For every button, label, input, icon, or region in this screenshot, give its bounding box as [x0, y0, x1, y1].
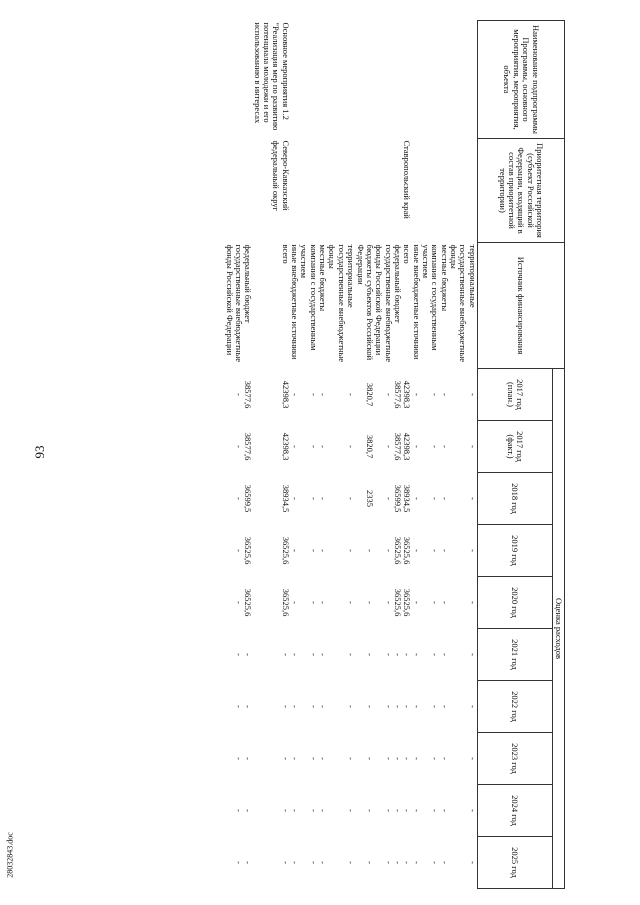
- cell-value: -: [411, 601, 422, 604]
- header-name: Наименование подпрограммы Программы, основного мероприятия, мероприятия, объекта: [477, 21, 564, 139]
- cell-value: -: [308, 861, 319, 864]
- cell-value: -: [430, 393, 441, 396]
- table-row: [393, 21, 402, 889]
- cell-value: 3820,7: [364, 434, 375, 459]
- cell-value: -: [234, 861, 245, 864]
- cell-value: -: [318, 393, 329, 396]
- cell-territory: [355, 139, 374, 243]
- cell-territory: [449, 139, 478, 243]
- cell-value: -: [234, 809, 245, 812]
- cell-value: -: [346, 601, 357, 604]
- cell-value: 36525,6: [243, 536, 254, 565]
- cell-value: -: [290, 497, 301, 500]
- cell-value: 42398,3: [280, 432, 291, 461]
- cell-value: -: [308, 757, 319, 760]
- cell-value: -: [280, 705, 291, 708]
- cell-name: [393, 21, 402, 139]
- cell-value: -: [383, 705, 394, 708]
- cell-value: -: [290, 601, 301, 604]
- cell-source: местные бюджеты: [318, 244, 329, 312]
- cell-source: федеральный бюджет: [243, 244, 254, 323]
- cell-value: -: [430, 861, 441, 864]
- table-row: [290, 21, 299, 889]
- cell-value: -: [234, 601, 245, 604]
- cell-territory: [224, 139, 243, 243]
- cell-source: компании с государственным участием: [299, 244, 319, 351]
- cell-value: -: [430, 705, 441, 708]
- cell-name: [355, 21, 374, 139]
- cell-value: -: [346, 653, 357, 656]
- cell-name: [411, 21, 420, 139]
- cell-value: -: [383, 393, 394, 396]
- cell-value: -: [402, 757, 413, 760]
- cell-value: 36525,6: [392, 588, 403, 617]
- cell-value: 36525,6: [402, 588, 413, 617]
- cell-value: 38934,5: [280, 484, 291, 513]
- cell-value: -: [439, 653, 450, 656]
- cell-value: -: [234, 393, 245, 396]
- cell-value: 36525,6: [392, 536, 403, 565]
- table-row: [252, 21, 289, 889]
- cell-value: -: [346, 861, 357, 864]
- cell-value: -: [402, 809, 413, 812]
- cell-value: -: [467, 393, 478, 396]
- cell-value: -: [290, 393, 301, 396]
- header-year: 2017 год (факт.): [477, 421, 552, 473]
- header-year: 2021 год: [477, 629, 552, 681]
- cell-value: -: [346, 705, 357, 708]
- cell-value: 36525,6: [280, 536, 291, 565]
- header-year: 2022 год: [477, 681, 552, 733]
- cell-value: -: [430, 549, 441, 552]
- cell-value: -: [290, 549, 301, 552]
- cell-value: 42398,3: [402, 432, 413, 461]
- cell-value: -: [290, 445, 301, 448]
- cell-territory: [411, 139, 420, 243]
- cell-value: -: [346, 757, 357, 760]
- cell-value: 36525,6: [280, 588, 291, 617]
- cell-territory: Ставропольский край: [402, 140, 413, 219]
- cell-value: -: [430, 601, 441, 604]
- cell-value: -: [392, 705, 403, 708]
- cell-value: -: [364, 653, 375, 656]
- cell-name: [449, 21, 478, 139]
- cell-value: -: [467, 705, 478, 708]
- cell-value: -: [290, 757, 301, 760]
- table-row: [374, 21, 393, 889]
- cell-value: -: [402, 653, 413, 656]
- cell-value: -: [346, 549, 357, 552]
- cell-value: -: [364, 861, 375, 864]
- cell-name: [327, 21, 355, 139]
- header-year: 2023 год: [477, 733, 552, 785]
- header-territory: Приоритетная территория (субъект Российской Федерации, входящий в состав приоритетной территории): [477, 139, 564, 243]
- cell-value: -: [364, 809, 375, 812]
- cell-value: -: [392, 757, 403, 760]
- table-row: [449, 21, 478, 889]
- cell-value: -: [467, 809, 478, 812]
- cell-value: -: [308, 497, 319, 500]
- cell-value: 38577,6: [392, 432, 403, 461]
- cell-name: [374, 21, 393, 139]
- cell-value: -: [392, 861, 403, 864]
- cell-value: 3820,7: [364, 382, 375, 407]
- header-estimate: Оценка расходов: [552, 369, 564, 889]
- cell-value: -: [430, 497, 441, 500]
- cell-source: иные внебюджетные источники: [411, 244, 422, 360]
- cell-value: -: [318, 445, 329, 448]
- cell-territory: [243, 139, 252, 243]
- cell-value: -: [308, 601, 319, 604]
- cell-value: -: [439, 497, 450, 500]
- cell-value: -: [364, 601, 375, 604]
- cell-territory: [439, 139, 448, 243]
- cell-name: [243, 21, 252, 139]
- cell-value: -: [243, 861, 254, 864]
- cell-value: -: [318, 757, 329, 760]
- cell-territory: [327, 139, 355, 243]
- cell-value: -: [318, 653, 329, 656]
- cell-value: -: [411, 393, 422, 396]
- cell-value: -: [234, 549, 245, 552]
- cell-value: -: [383, 757, 394, 760]
- cell-value: -: [383, 653, 394, 656]
- header-year: 2019 год: [477, 525, 552, 577]
- cell-name: [439, 21, 448, 139]
- cell-value: -: [411, 549, 422, 552]
- cell-value: -: [439, 809, 450, 812]
- cell-value: -: [411, 653, 422, 656]
- cell-source: иные внебюджетные источники: [290, 244, 301, 360]
- table-row: [327, 21, 355, 889]
- cell-source: всего: [402, 244, 413, 264]
- cell-value: -: [430, 757, 441, 760]
- cell-name: [318, 21, 327, 139]
- cell-value: -: [318, 809, 329, 812]
- cell-value: -: [402, 705, 413, 708]
- cell-value: -: [411, 757, 422, 760]
- cell-value: 36525,6: [402, 536, 413, 565]
- cell-value: -: [234, 757, 245, 760]
- cell-value: -: [467, 497, 478, 500]
- cell-value: 42398,3: [280, 380, 291, 409]
- financing-table: [224, 20, 565, 889]
- cell-value: -: [308, 549, 319, 552]
- cell-value: -: [318, 861, 329, 864]
- cell-value: -: [467, 601, 478, 604]
- cell-value: -: [392, 809, 403, 812]
- cell-value: -: [290, 809, 301, 812]
- cell-value: -: [346, 809, 357, 812]
- cell-value: -: [290, 705, 301, 708]
- cell-name: Основное мероприятия 1.2 "Реализация мер по развитию потенциала молодежи и его использованию в интересах: [252, 22, 291, 131]
- cell-value: -: [383, 549, 394, 552]
- header-year: 2020 год: [477, 577, 552, 629]
- cell-value: -: [383, 861, 394, 864]
- cell-value: -: [234, 445, 245, 448]
- table-row: [299, 21, 318, 889]
- cell-value: -: [467, 445, 478, 448]
- cell-source: федеральный бюджет: [392, 244, 403, 323]
- cell-value: -: [467, 861, 478, 864]
- table-body: [224, 21, 477, 889]
- cell-source: территориальные государственные внебюджетные фонды: [448, 244, 478, 363]
- cell-value: -: [280, 653, 291, 656]
- cell-name: [290, 21, 299, 139]
- cell-value: 36599,5: [392, 484, 403, 513]
- cell-name: [402, 21, 411, 139]
- cell-value: -: [318, 601, 329, 604]
- cell-source: государственные внебюджетные фонды Российской Федерации: [224, 244, 245, 363]
- cell-value: -: [308, 809, 319, 812]
- cell-value: -: [280, 757, 291, 760]
- cell-value: 38577,6: [243, 380, 254, 409]
- cell-value: -: [346, 497, 357, 500]
- cell-value: -: [439, 445, 450, 448]
- cell-value: -: [430, 653, 441, 656]
- cell-territory: [393, 139, 402, 243]
- cell-value: -: [383, 809, 394, 812]
- cell-source: компании с государственным участием: [420, 244, 441, 351]
- cell-value: -: [411, 809, 422, 812]
- cell-value: -: [234, 653, 245, 656]
- cell-source: местные бюджеты: [439, 244, 450, 312]
- cell-value: -: [280, 861, 291, 864]
- cell-value: -: [243, 809, 254, 812]
- cell-source: бюджеты субъектов Российской Федерации: [355, 244, 375, 361]
- cell-value: 38577,6: [243, 432, 254, 461]
- cell-value: -: [243, 705, 254, 708]
- table-row: [318, 21, 327, 889]
- header-year: 2025 год: [477, 837, 552, 889]
- cell-value: -: [383, 497, 394, 500]
- cell-value: -: [318, 497, 329, 500]
- cell-value: -: [411, 445, 422, 448]
- cell-value: -: [392, 653, 403, 656]
- cell-value: -: [308, 445, 319, 448]
- table-row: [439, 21, 448, 889]
- table-row: [421, 21, 440, 889]
- cell-value: 38577,6: [392, 380, 403, 409]
- cell-value: -: [234, 497, 245, 500]
- cell-value: -: [290, 861, 301, 864]
- table-row: [402, 21, 411, 889]
- table-row: [243, 21, 252, 889]
- cell-value: -: [383, 601, 394, 604]
- cell-value: 36599,5: [243, 484, 254, 513]
- cell-value: -: [467, 653, 478, 656]
- cell-value: -: [364, 757, 375, 760]
- cell-value: -: [280, 809, 291, 812]
- cell-value: -: [430, 809, 441, 812]
- table-row: [355, 21, 374, 889]
- cell-territory: [290, 139, 299, 243]
- cell-source: всего: [280, 244, 291, 264]
- cell-name: [299, 21, 318, 139]
- cell-value: -: [243, 653, 254, 656]
- cell-value: -: [308, 393, 319, 396]
- header-year: 2018 год: [477, 473, 552, 525]
- cell-value: -: [439, 757, 450, 760]
- cell-value: -: [308, 653, 319, 656]
- cell-value: -: [234, 705, 245, 708]
- cell-value: -: [411, 497, 422, 500]
- cell-value: -: [467, 757, 478, 760]
- cell-value: -: [439, 393, 450, 396]
- cell-value: -: [364, 549, 375, 552]
- cell-value: -: [411, 861, 422, 864]
- cell-territory: [299, 139, 318, 243]
- table-row: [224, 21, 243, 889]
- cell-value: 2335: [364, 490, 375, 507]
- table-row: [411, 21, 420, 889]
- cell-value: -: [439, 861, 450, 864]
- cell-value: -: [308, 705, 319, 708]
- header-year: 2017 год (план.): [477, 369, 552, 421]
- cell-territory: [374, 139, 393, 243]
- cell-value: -: [402, 861, 413, 864]
- cell-territory: [318, 139, 327, 243]
- cell-value: 38934,5: [402, 484, 413, 513]
- header-year: 2024 год: [477, 785, 552, 837]
- cell-value: -: [439, 549, 450, 552]
- cell-value: -: [346, 445, 357, 448]
- cell-value: -: [439, 601, 450, 604]
- cell-value: -: [383, 445, 394, 448]
- rotated-table-container: [60, 20, 565, 888]
- cell-source: государственные внебюджетные фонды Российской Федерации: [374, 244, 394, 363]
- header-source: Источник финансирования: [477, 243, 564, 369]
- cell-value: 42398,3: [402, 380, 413, 409]
- cell-source: территориальные государственные внебюджетные фонды: [327, 244, 357, 363]
- cell-value: -: [290, 653, 301, 656]
- cell-value: -: [411, 705, 422, 708]
- cell-value: -: [439, 705, 450, 708]
- cell-value: -: [467, 549, 478, 552]
- cell-value: -: [430, 445, 441, 448]
- cell-name: [421, 21, 440, 139]
- cell-value: -: [318, 549, 329, 552]
- cell-territory: [421, 139, 440, 243]
- cell-value: -: [364, 705, 375, 708]
- cell-value: 36525,6: [243, 588, 254, 617]
- cell-value: -: [346, 393, 357, 396]
- cell-name: [224, 21, 243, 139]
- cell-value: -: [318, 705, 329, 708]
- document-filename: 28032843.doc: [5, 832, 15, 878]
- cell-value: -: [243, 757, 254, 760]
- page-number: 93: [32, 445, 47, 459]
- cell-territory: Северо-Кавказский федеральный округ: [271, 140, 291, 212]
